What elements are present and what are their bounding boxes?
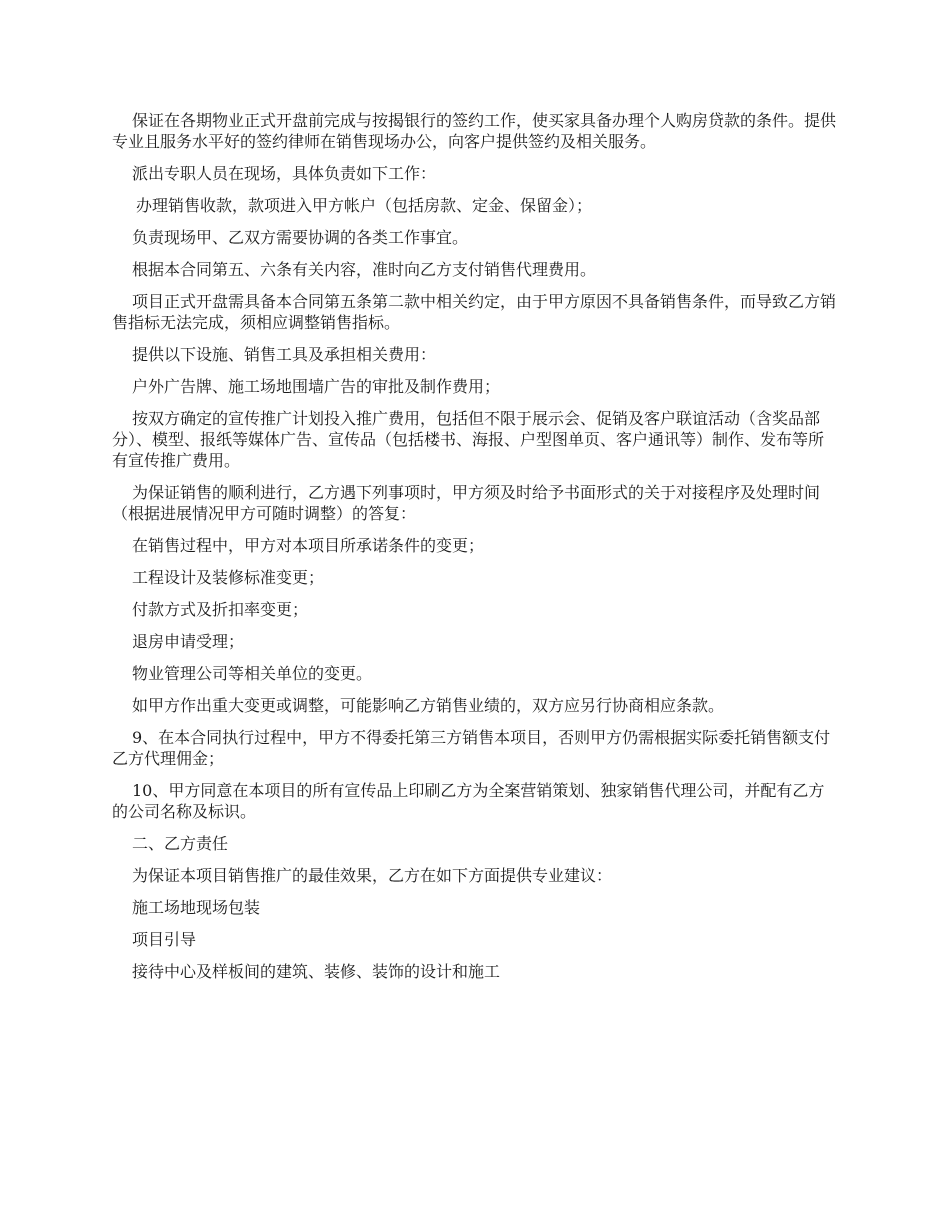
paragraph-refund: 退房申请受理； — [132, 632, 245, 651]
paragraph-outdoor-ads: 户外广告牌、施工场地围墙广告的审批及制作费用； — [132, 377, 501, 396]
paragraph-written-reply: 为保证销售的顺利进行，乙方遇下列事项时，甲方须及时给予书面形式的关于对接程序及处理时间（根据进展情况甲方可随时调整）的答复： — [112, 483, 821, 523]
paragraph-project-guidance: 项目引导 — [132, 930, 197, 949]
paragraph-facilities: 提供以下设施、销售工具及承担相关费用： — [132, 345, 437, 364]
paragraph-design-change: 工程设计及装修标准变更； — [132, 568, 325, 587]
paragraph-reception-design: 接待中心及样板间的建筑、装修、装饰的设计和施工 — [132, 962, 501, 981]
paragraph-signing-work: 保证在各期物业正式开盘前完成与按揭银行的签约工作，使买家具备办理个人购房贷款的条件。提供专业且服务水平好的签约律师在销售现场办公，向客户提供签约及相关服务。 — [112, 111, 837, 151]
paragraph-condition-change: 在销售过程中，甲方对本项目所承诺条件的变更； — [132, 536, 485, 555]
paragraph-coordination: 负责现场甲、乙双方需要协调的各类工作事宜。 — [132, 228, 469, 247]
paragraph-clause-9: 9、在本合同执行过程中，甲方不得委托第三方销售本项目，否则甲方仍需根据实际委托销售额支付乙方代理佣金； — [112, 728, 831, 768]
paragraph-property-mgmt: 物业管理公司等相关单位的变更。 — [132, 664, 373, 683]
paragraph-major-change: 如甲方作出重大变更或调整，可能影响乙方销售业绩的，双方应另行协商相应条款。 — [132, 696, 725, 715]
paragraph-payment-change: 付款方式及折扣率变更； — [132, 600, 309, 619]
paragraph-onsite-staff: 派出专职人员在现场，具体负责如下工作： — [132, 164, 437, 183]
paragraph-sales-collection: 办理销售收款，款项进入甲方帐户（包括房款、定金、保留金）； — [136, 196, 593, 215]
document-body — [112, 110, 836, 993]
paragraph-opening-conditions: 项目正式开盘需具备本合同第五条第二款中相关约定，由于甲方原因不具备销售条件，而导致乙方销售指标无法完成，须相应调整销售指标。 — [112, 292, 837, 332]
paragraph-clause-10: 10、甲方同意在本项目的所有宣传品上印刷乙方为全案营销策划、独家销售代理公司，并配有乙方的公司名称及标识。 — [112, 781, 825, 821]
section-heading-party-b: 二、乙方责任 — [132, 834, 229, 853]
paragraph-site-packaging: 施工场地现场包装 — [132, 898, 261, 917]
paragraph-promotion-costs: 按双方确定的宣传推广计划投入推广费用，包括但不限于展示会、促销及客户联谊活动（含奖品部分）、模型、报纸等媒体广告、宣传品（包括楼书、海报、户型图单页、客户通讯等）制作、发布等所有宣传推广费用。 — [112, 409, 825, 470]
paragraph-professional-advice: 为保证本项目销售推广的最佳效果，乙方在如下方面提供专业建议： — [132, 866, 613, 885]
paragraph-agency-fee: 根据本合同第五、六条有关内容，准时向乙方支付销售代理费用。 — [132, 260, 597, 279]
